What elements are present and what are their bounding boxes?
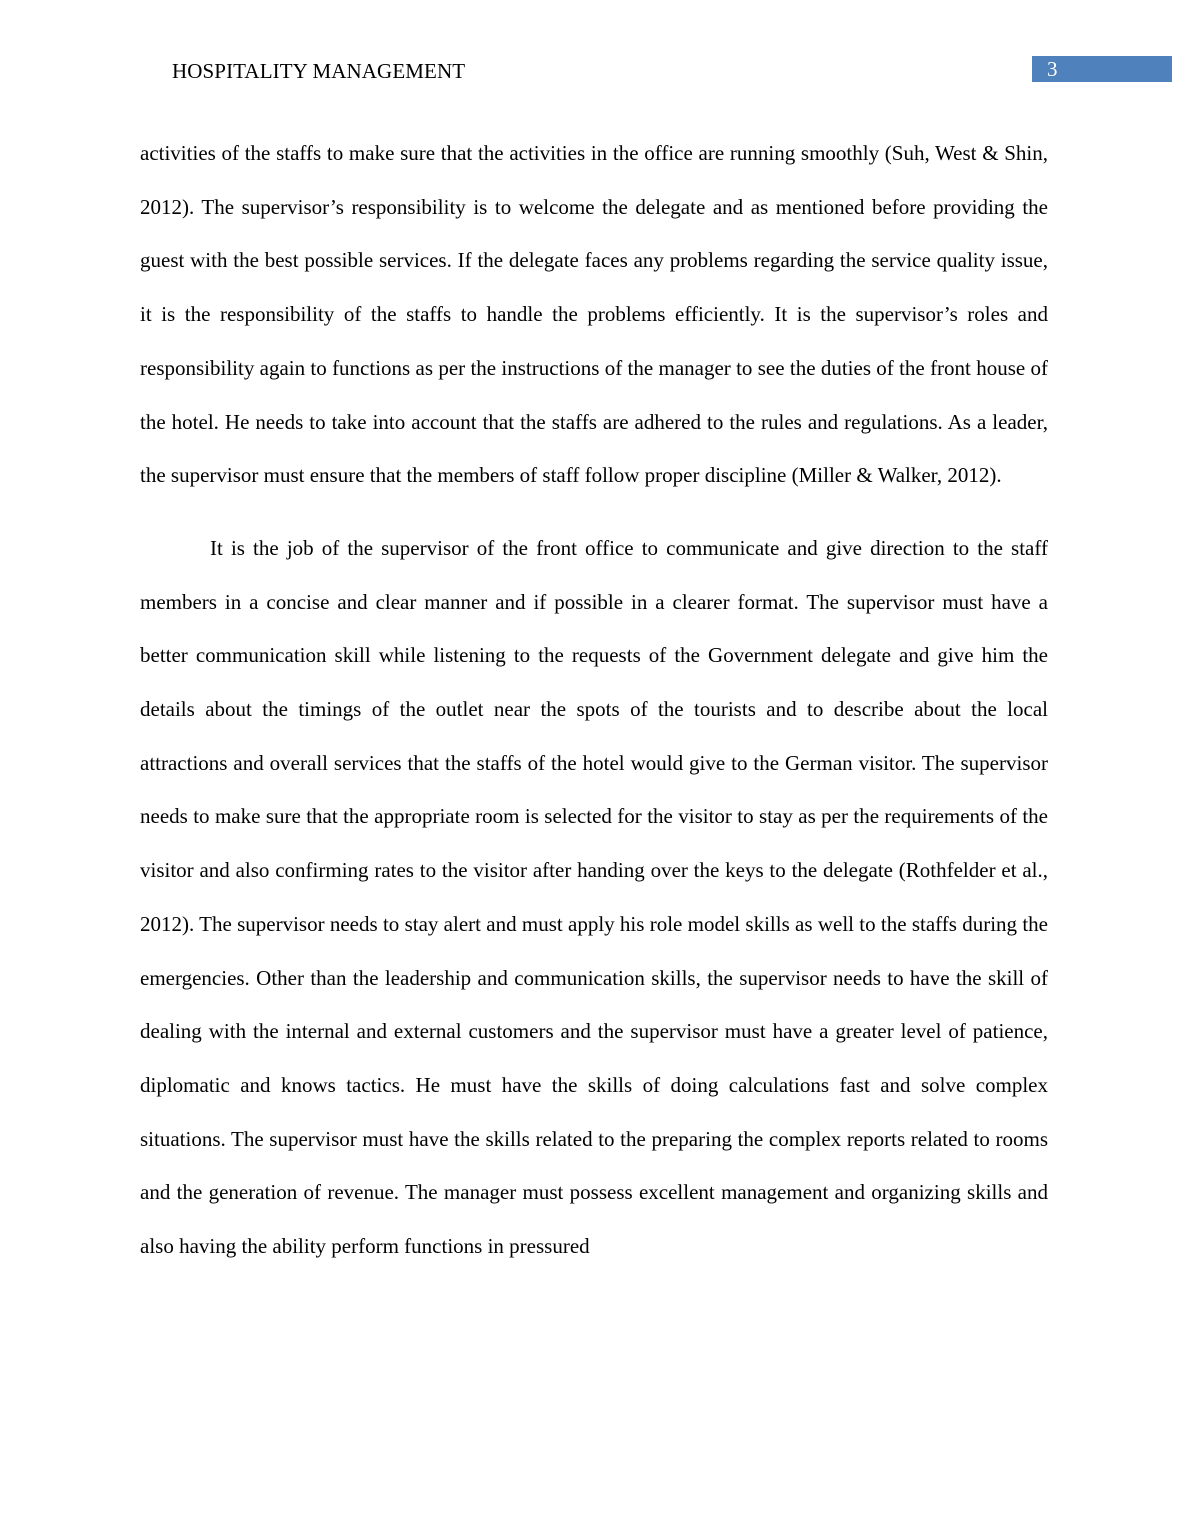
running-head: HOSPITALITY MANAGEMENT: [172, 59, 466, 83]
page-number: 3: [1047, 57, 1058, 81]
page-number-box: [1032, 56, 1172, 82]
paragraph-supervisor-communication: It is the job of the supervisor of the front office to communicate and give direction to the staff members in a concise and clear manner and if possible in a clearer format. The supervisor must have a better communication skill while listening to the requests of the Government delegate and give him the details about the timings of the outlet near the spots of the tourists and to describe about the local attractions and overall services that the staffs of the hotel would give to the German visitor. The supervisor needs to make sure that the appropriate room is selected for the visitor to stay as per the requirements of the visitor and also confirming rates to the visitor after handing over the keys to the delegate (Rothfelder et al., 2012). The supervisor needs to stay alert and must apply his role model skills as well to the staffs during the emergencies. Other than the leadership and communication skills, the supervisor needs to have the skill of dealing with the internal and external customers and the supervisor must have a greater level of patience, diplomatic and knows tactics. He must have the skills of doing calculations fast and solve complex situations. The supervisor must have the skills related to the preparing the complex reports related to rooms and the generation of revenue. The manager must possess excellent management and organizing skills and also having the ability perform functions in pressured: [140, 535, 1048, 1259]
paragraph-continued: activities of the staffs to make sure that the activities in the office are running smoothly (Suh, West & Shin, 2012). The supervisor’s responsibility is to welcome the delegate and as mentioned before providing the guest with the best possible services. If the delegate faces any problems regarding the service quality issue, it is the responsibility of the staffs to handle the problems efficiently. It is the supervisor’s roles and responsibility again to functions as per the instructions of the manager to see the duties of the front house of the hotel. He needs to take into account that the staffs are adhered to the rules and regulations. As a leader, the supervisor must ensure that the members of staff follow proper discipline (Miller & Walker, 2012).: [140, 141, 1048, 488]
document-body: [140, 127, 1048, 1274]
